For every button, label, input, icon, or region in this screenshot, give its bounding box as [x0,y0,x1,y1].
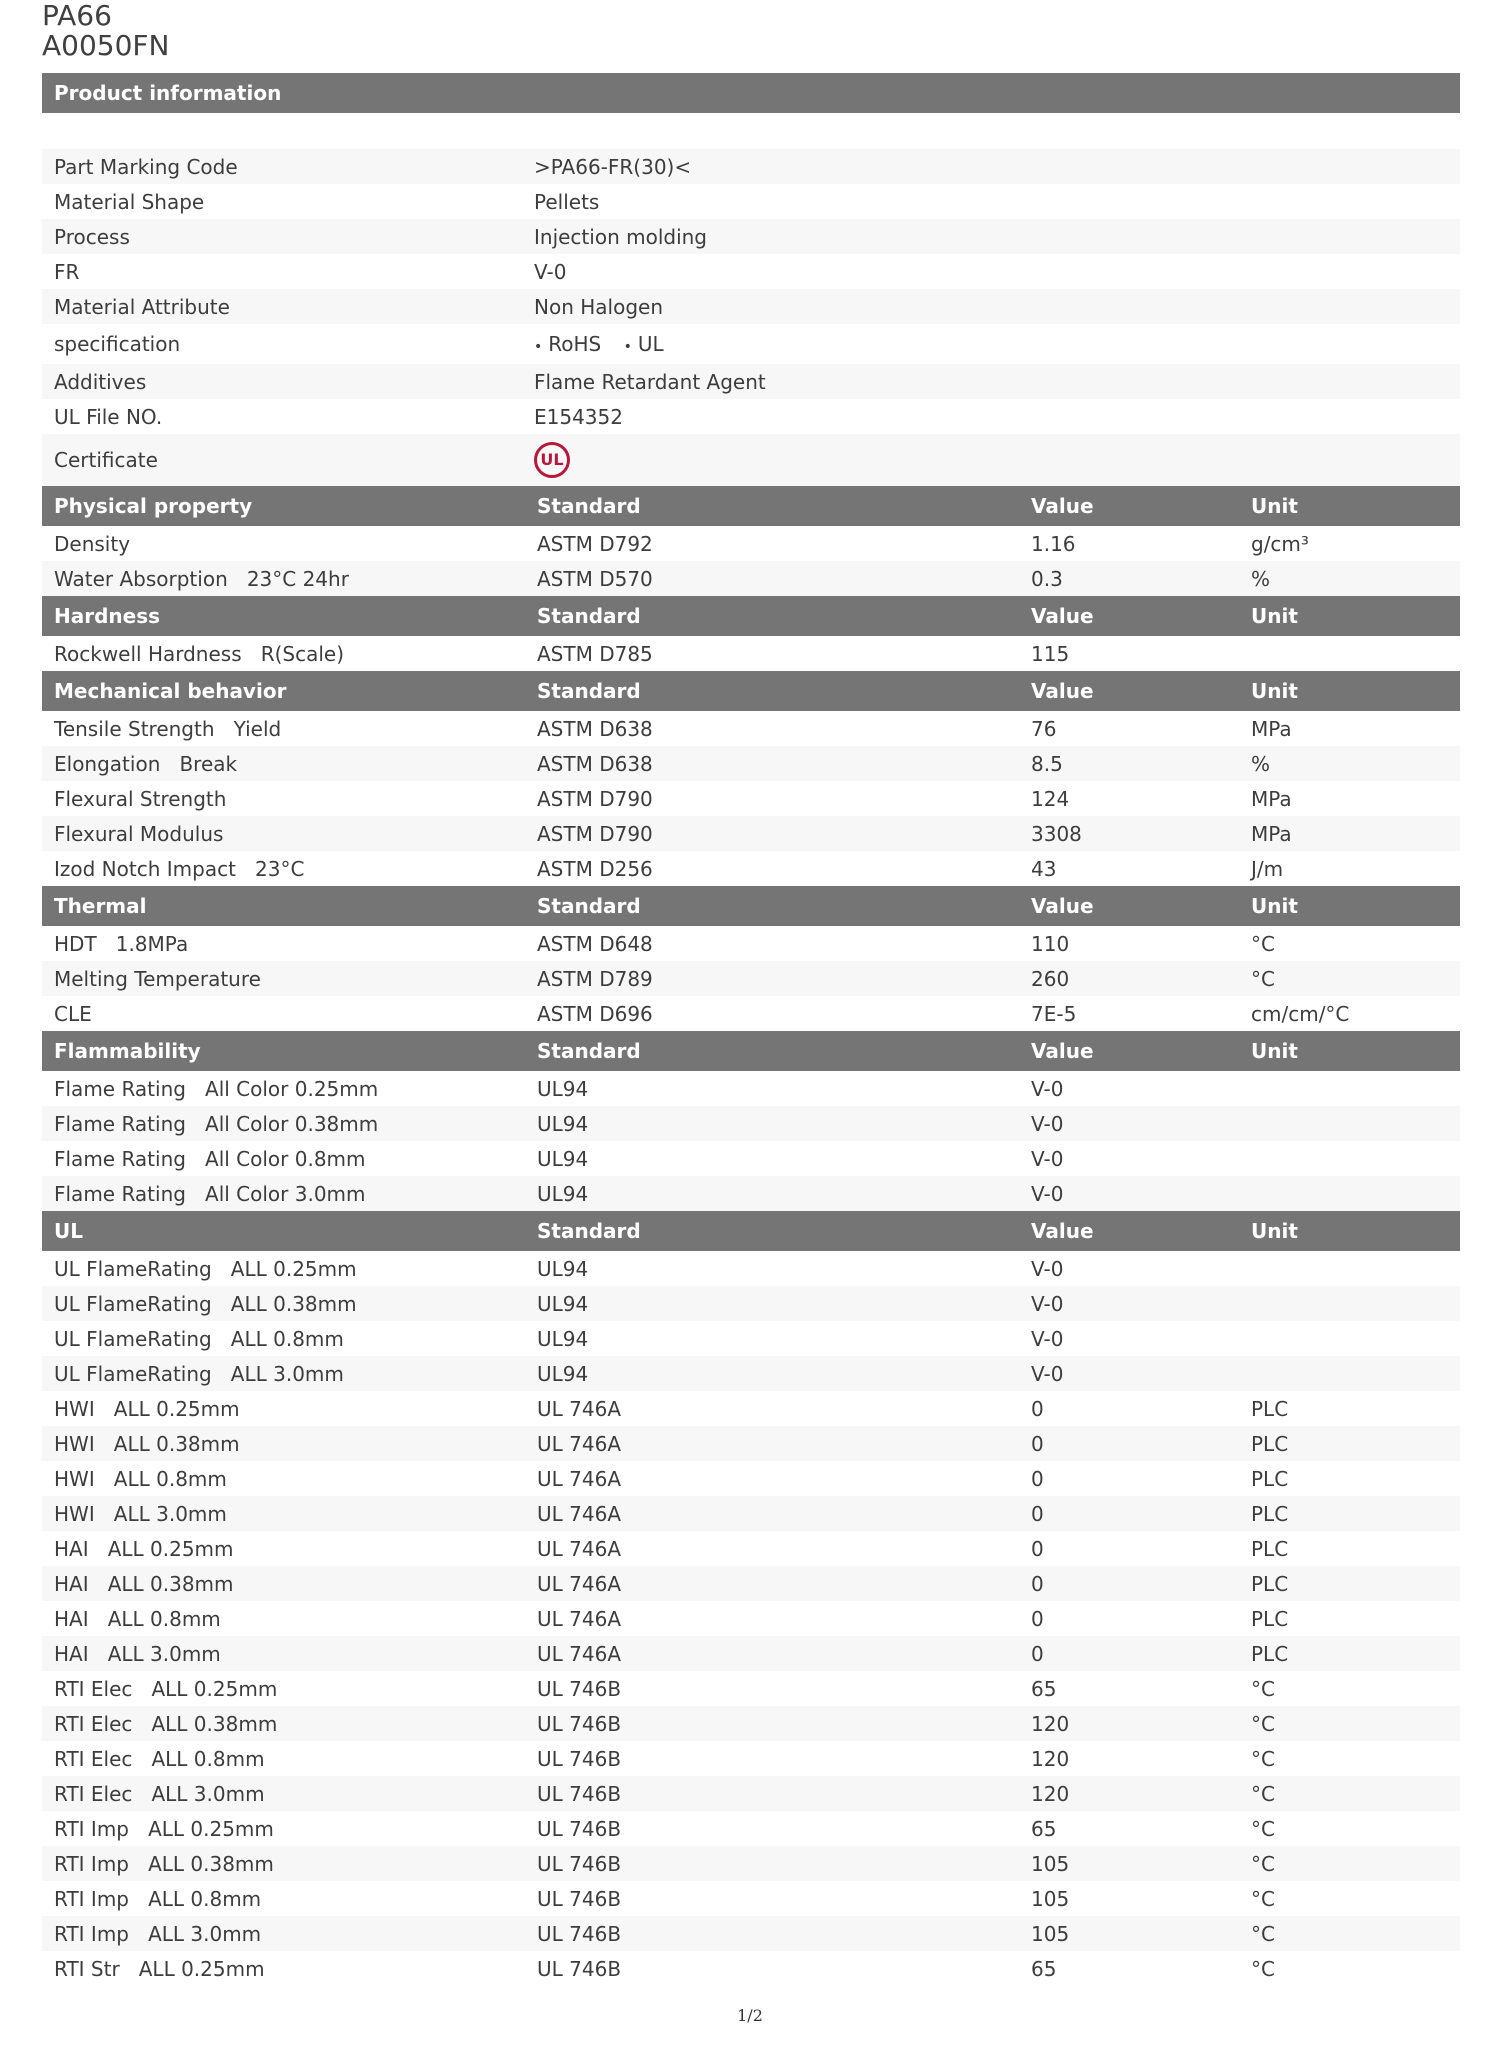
table-row [42,1601,1460,1636]
property-label: CLE [54,1001,92,1026]
standard-cell: ASTM D785 [537,641,653,666]
info-row [42,399,1460,434]
value-cell: 65 [1031,1816,1057,1841]
info-row [42,364,1460,399]
standard-column-header: Standard [537,679,641,703]
property-label: HWI ALL 0.38mm [54,1431,240,1456]
table-row [42,1776,1460,1811]
value-cell: 120 [1031,1711,1070,1736]
property-label: HAI ALL 3.0mm [54,1641,221,1666]
value-cell: 0.3 [1031,566,1063,591]
info-label: Material Attribute [54,294,230,319]
property-label: UL FlameRating ALL 3.0mm [54,1361,344,1386]
value-cell: 0 [1031,1536,1044,1561]
value-column-header: Value [1031,494,1094,518]
value-cell: 260 [1031,966,1070,991]
table-row [42,1951,1460,1986]
bullet-icon: • [623,339,632,355]
standard-cell: ASTM D789 [537,966,653,991]
standard-cell: UL 746B [537,1781,622,1806]
table-row [42,1671,1460,1706]
property-label: RTI Elec ALL 0.38mm [54,1711,278,1736]
standard-cell: UL 746A [537,1606,621,1631]
unit-cell: MPa [1251,716,1292,741]
info-value: Non Halogen [534,294,663,319]
info-row [42,289,1460,324]
unit-cell: g/cm³ [1251,531,1309,556]
specification-row [42,324,1460,364]
value-cell: V-0 [1031,1326,1064,1351]
value-cell: V-0 [1031,1076,1064,1101]
value-cell: 76 [1031,716,1057,741]
standard-cell: UL94 [537,1076,589,1101]
section-mechanical-behavior [42,671,1460,886]
property-label: RTI Elec ALL 3.0mm [54,1781,265,1806]
value-cell: 124 [1031,786,1070,811]
info-value: Pellets [534,189,600,214]
unit-cell: PLC [1251,1571,1289,1596]
value-cell: 120 [1031,1746,1070,1771]
unit-cell: °C [1251,1746,1275,1771]
unit-cell: °C [1251,1956,1275,1981]
section-ul [42,1211,1460,1986]
property-label: RTI Elec ALL 0.8mm [54,1746,265,1771]
info-label: Certificate [54,448,158,472]
value-cell: 65 [1031,1956,1057,1981]
value-cell: 110 [1031,931,1070,956]
info-value: Injection molding [534,224,707,249]
section-rows [42,526,1460,596]
table-row [42,1391,1460,1426]
value-cell: V-0 [1031,1256,1064,1281]
value-cell: 105 [1031,1921,1070,1946]
table-row [42,746,1460,781]
datasheet [42,73,1460,1986]
value-column-header: Value [1031,1039,1094,1063]
unit-cell: % [1251,566,1271,591]
standard-cell: UL 746A [537,1466,621,1491]
table-row [42,1531,1460,1566]
standard-cell: UL 746B [537,1746,622,1771]
standard-cell: ASTM D792 [537,531,653,556]
value-cell: V-0 [1031,1146,1064,1171]
table-row [42,926,1460,961]
property-label: Melting Temperature [54,966,261,991]
info-label: specification [54,332,181,356]
section-rows [42,636,1460,671]
property-label: Water Absorption 23°C 24hr [54,566,349,591]
bullet-icon: • [534,339,543,355]
value-cell: 115 [1031,641,1070,666]
standard-cell: UL 746B [537,1851,622,1876]
table-row [42,1636,1460,1671]
value-cell: 0 [1031,1501,1044,1526]
section-header [42,486,1460,526]
property-label: HAI ALL 0.25mm [54,1536,234,1561]
standard-cell: UL 746B [537,1956,622,1981]
info-label: FR [54,259,80,284]
unit-column-header: Unit [1251,494,1298,518]
value-cell: 3308 [1031,821,1082,846]
product-information-title: Product information [54,81,282,105]
table-row [42,996,1460,1031]
table-row [42,1356,1460,1391]
property-label: Flame Rating All Color 3.0mm [54,1181,366,1206]
table-row [42,1916,1460,1951]
page-number: 1/2 [737,2006,763,2025]
unit-cell: °C [1251,1676,1275,1701]
info-row [42,254,1460,289]
table-row [42,781,1460,816]
value-column-header: Value [1031,1219,1094,1243]
standard-cell: ASTM D638 [537,751,653,776]
property-label: Flexural Modulus [54,821,224,846]
value-cell: 0 [1031,1396,1044,1421]
property-label: Tensile Strength Yield [54,716,282,741]
standard-column-header: Standard [537,1039,641,1063]
spec-item: • RoHS [534,332,602,356]
standard-cell: UL94 [537,1146,589,1171]
standard-cell: UL 746B [537,1676,622,1701]
standard-cell: UL94 [537,1256,589,1281]
standard-cell: UL 746A [537,1501,621,1526]
table-row [42,1811,1460,1846]
section-header [42,1211,1460,1251]
unit-cell: MPa [1251,821,1292,846]
property-label: HAI ALL 0.8mm [54,1606,221,1631]
property-label: HAI ALL 0.38mm [54,1571,234,1596]
standard-column-header: Standard [537,494,641,518]
standard-cell: UL 746B [537,1886,622,1911]
property-label: RTI Imp ALL 0.38mm [54,1851,274,1876]
unit-cell: °C [1251,1851,1275,1876]
info-label: Part Marking Code [54,154,238,179]
value-cell: 105 [1031,1886,1070,1911]
unit-cell: PLC [1251,1396,1289,1421]
standard-column-header: Standard [537,894,641,918]
unit-cell: % [1251,751,1271,776]
unit-cell: PLC [1251,1501,1289,1526]
property-label: Rockwell Hardness R(Scale) [54,641,345,666]
section-title: Thermal [54,894,147,918]
unit-cell: °C [1251,931,1275,956]
info-row [42,149,1460,184]
table-row [42,1881,1460,1916]
unit-cell: PLC [1251,1641,1289,1666]
unit-cell: J/m [1251,856,1284,881]
property-label: RTI Imp ALL 0.25mm [54,1816,274,1841]
value-cell: 0 [1031,1466,1044,1491]
unit-cell: MPa [1251,786,1292,811]
info-value: Flame Retardant Agent [534,369,766,394]
table-row [42,561,1460,596]
info-label: Material Shape [54,189,205,214]
standard-cell: ASTM D256 [537,856,653,881]
value-cell: 0 [1031,1571,1044,1596]
standard-cell: UL 746B [537,1816,622,1841]
property-label: UL FlameRating ALL 0.8mm [54,1326,344,1351]
table-row [42,816,1460,851]
spacer [42,113,1460,149]
property-label: Flame Rating All Color 0.38mm [54,1111,379,1136]
table-row [42,961,1460,996]
value-cell: 105 [1031,1851,1070,1876]
section-header [42,671,1460,711]
section-rows [42,926,1460,1031]
standard-cell: UL 746B [537,1921,622,1946]
value-cell: 1.16 [1031,531,1076,556]
value-column-header: Value [1031,894,1094,918]
property-label: RTI Elec ALL 0.25mm [54,1676,278,1701]
unit-cell: PLC [1251,1431,1289,1456]
table-row [42,1741,1460,1776]
standard-cell: UL 746A [537,1536,621,1561]
info-label: Process [54,224,130,249]
standard-cell: ASTM D696 [537,1001,653,1026]
unit-cell: °C [1251,1816,1275,1841]
info-label: Additives [54,369,147,394]
standard-cell: ASTM D790 [537,786,653,811]
property-label: HWI ALL 3.0mm [54,1501,227,1526]
unit-cell: °C [1251,966,1275,991]
standard-cell: UL94 [537,1291,589,1316]
value-cell: 0 [1031,1606,1044,1631]
property-label: Flexural Strength [54,786,227,811]
table-row [42,1106,1460,1141]
standard-cell: UL94 [537,1111,589,1136]
unit-column-header: Unit [1251,1219,1298,1243]
section-rows [42,1251,1460,1986]
unit-cell: cm/cm/°C [1251,1001,1350,1026]
table-row [42,1461,1460,1496]
info-value: E154352 [534,404,623,429]
unit-cell: °C [1251,1886,1275,1911]
property-label: HWI ALL 0.25mm [54,1396,240,1421]
ul-certification-logo-icon: UL [534,442,570,478]
table-row [42,1251,1460,1286]
value-cell: V-0 [1031,1111,1064,1136]
standard-cell: UL 746A [537,1396,621,1421]
certificate-row [42,434,1460,486]
table-row [42,1286,1460,1321]
value-column-header: Value [1031,679,1094,703]
table-row [42,1176,1460,1211]
section-rows [42,711,1460,886]
section-header [42,886,1460,926]
table-row [42,711,1460,746]
standard-cell: UL 746A [537,1641,621,1666]
standard-cell: UL 746B [537,1711,622,1736]
property-label: Izod Notch Impact 23°C [54,856,305,881]
table-row [42,1321,1460,1356]
product-information-table [42,149,1460,486]
table-row [42,851,1460,886]
unit-cell: °C [1251,1921,1275,1946]
standard-cell: UL94 [537,1181,589,1206]
product-family-title: PA66 [42,0,112,32]
info-label: UL File NO. [54,404,163,429]
info-row [42,219,1460,254]
standard-cell: ASTM D638 [537,716,653,741]
value-cell: 120 [1031,1781,1070,1806]
standard-cell: ASTM D570 [537,566,653,591]
table-row [42,1426,1460,1461]
spec-item: • UL [623,332,664,356]
info-value: >PA66-FR(30)< [534,154,692,179]
table-row [42,1706,1460,1741]
unit-column-header: Unit [1251,604,1298,628]
value-cell: 0 [1031,1641,1044,1666]
property-label: HWI ALL 0.8mm [54,1466,227,1491]
info-value: V-0 [534,259,567,284]
property-label: UL FlameRating ALL 0.38mm [54,1291,357,1316]
standard-column-header: Standard [537,1219,641,1243]
standard-cell: ASTM D648 [537,931,653,956]
unit-column-header: Unit [1251,894,1298,918]
unit-cell: PLC [1251,1466,1289,1491]
property-label: UL FlameRating ALL 0.25mm [54,1256,357,1281]
property-label: HDT 1.8MPa [54,931,189,956]
product-grade-title: A0050FN [42,29,170,62]
unit-cell: PLC [1251,1606,1289,1631]
standard-cell: UL94 [537,1326,589,1351]
table-row [42,1141,1460,1176]
product-information-header [42,73,1460,113]
value-cell: 43 [1031,856,1057,881]
standard-cell: ASTM D790 [537,821,653,846]
table-row [42,1566,1460,1601]
property-label: RTI Imp ALL 3.0mm [54,1921,262,1946]
value-cell: 7E-5 [1031,1001,1077,1026]
value-cell: 0 [1031,1431,1044,1456]
property-sections [42,486,1460,1986]
section-header [42,1031,1460,1071]
section-title: Physical property [54,494,253,518]
section-header [42,596,1460,636]
section-hardness [42,596,1460,671]
property-label: Flame Rating All Color 0.8mm [54,1146,366,1171]
section-physical-property [42,486,1460,596]
specification-list [522,332,680,356]
table-row [42,1496,1460,1531]
unit-cell: °C [1251,1781,1275,1806]
standard-column-header: Standard [537,604,641,628]
info-row [42,184,1460,219]
table-row [42,636,1460,671]
section-title: Flammability [54,1039,201,1063]
value-cell: 65 [1031,1676,1057,1701]
property-label: RTI Imp ALL 0.8mm [54,1886,262,1911]
section-title: Mechanical behavior [54,679,287,703]
value-cell: V-0 [1031,1291,1064,1316]
property-label: Flame Rating All Color 0.25mm [54,1076,379,1101]
value-cell: V-0 [1031,1181,1064,1206]
unit-cell: PLC [1251,1536,1289,1561]
table-row [42,1071,1460,1106]
value-cell: V-0 [1031,1361,1064,1386]
table-row [42,526,1460,561]
section-title: UL [54,1219,83,1243]
value-cell: 8.5 [1031,751,1063,776]
section-thermal [42,886,1460,1031]
table-row [42,1846,1460,1881]
standard-cell: UL 746A [537,1571,621,1596]
property-label: Elongation Break [54,751,238,776]
section-title: Hardness [54,604,161,628]
standard-cell: UL94 [537,1361,589,1386]
property-label: Density [54,531,131,556]
section-flammability [42,1031,1460,1211]
unit-column-header: Unit [1251,1039,1298,1063]
unit-column-header: Unit [1251,679,1298,703]
value-column-header: Value [1031,604,1094,628]
standard-cell: UL 746A [537,1431,621,1456]
section-rows [42,1071,1460,1211]
unit-cell: °C [1251,1711,1275,1736]
property-label: RTI Str ALL 0.25mm [54,1956,265,1981]
